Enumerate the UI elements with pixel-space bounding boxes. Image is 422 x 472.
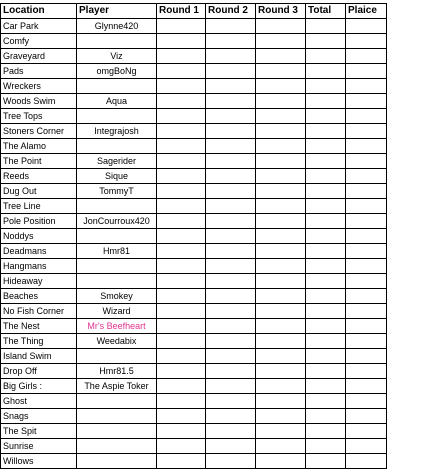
cell-plaice[interactable] [346, 379, 387, 394]
header-location: Location [1, 4, 77, 19]
cell-location[interactable]: Big Girls : [1, 379, 77, 394]
cell-plaice[interactable] [346, 124, 387, 139]
cell-total[interactable] [306, 94, 346, 109]
cell-round1[interactable] [157, 274, 206, 289]
cell-location[interactable]: Beaches [1, 289, 77, 304]
cell-round3[interactable] [256, 19, 306, 34]
cell-round1[interactable] [157, 394, 206, 409]
cell-player[interactable]: JonCourroux420 [77, 214, 157, 229]
cell-round2[interactable] [206, 319, 256, 334]
cell-round2[interactable] [206, 424, 256, 439]
cell-total[interactable] [306, 454, 346, 469]
cell-round1[interactable] [157, 109, 206, 124]
header-round-3: Round 3 [256, 4, 306, 19]
cell-location[interactable]: Dug Out [1, 184, 77, 199]
cell-round3[interactable] [256, 34, 306, 49]
cell-location[interactable]: Pole Position [1, 214, 77, 229]
cell-round3[interactable] [256, 79, 306, 94]
cell-player[interactable]: Mr's Beefheart [77, 319, 157, 334]
cell-player[interactable]: Sagerider [77, 154, 157, 169]
cell-round1[interactable] [157, 379, 206, 394]
cell-round1[interactable] [157, 169, 206, 184]
cell-plaice[interactable] [346, 184, 387, 199]
cell-player[interactable] [77, 79, 157, 94]
cell-round2[interactable] [206, 409, 256, 424]
cell-round3[interactable] [256, 169, 306, 184]
table-row [1, 79, 387, 94]
table-row [1, 169, 387, 184]
cell-round1[interactable] [157, 439, 206, 454]
cell-round3[interactable] [256, 139, 306, 154]
cell-location[interactable]: Tree Tops [1, 109, 77, 124]
cell-plaice[interactable] [346, 349, 387, 364]
cell-plaice[interactable] [346, 289, 387, 304]
cell-plaice[interactable] [346, 19, 387, 34]
cell-round3[interactable] [256, 244, 306, 259]
cell-player[interactable] [77, 199, 157, 214]
cell-total[interactable] [306, 34, 346, 49]
table-row [1, 454, 387, 469]
cell-round2[interactable] [206, 214, 256, 229]
cell-player[interactable]: Smokey [77, 289, 157, 304]
cell-total[interactable] [306, 19, 346, 34]
cell-total[interactable] [306, 319, 346, 334]
cell-round3[interactable] [256, 304, 306, 319]
cell-round1[interactable] [157, 49, 206, 64]
cell-player[interactable] [77, 34, 157, 49]
cell-location[interactable]: Noddys [1, 229, 77, 244]
cell-plaice[interactable] [346, 109, 387, 124]
cell-round3[interactable] [256, 364, 306, 379]
table-row [1, 184, 387, 199]
cell-round2[interactable] [206, 364, 256, 379]
cell-round2[interactable] [206, 304, 256, 319]
header-row [1, 4, 387, 19]
cell-plaice[interactable] [346, 439, 387, 454]
cell-plaice[interactable] [346, 169, 387, 184]
cell-plaice[interactable] [346, 424, 387, 439]
cell-player[interactable] [77, 109, 157, 124]
cell-round3[interactable] [256, 439, 306, 454]
cell-round2[interactable] [206, 274, 256, 289]
cell-plaice[interactable] [346, 319, 387, 334]
cell-round2[interactable] [206, 379, 256, 394]
cell-round2[interactable] [206, 49, 256, 64]
cell-round1[interactable] [157, 79, 206, 94]
cell-location[interactable]: Snags [1, 409, 77, 424]
cell-plaice[interactable] [346, 64, 387, 79]
cell-player[interactable] [77, 439, 157, 454]
cell-total[interactable] [306, 364, 346, 379]
cell-location[interactable]: Sunrise [1, 439, 77, 454]
cell-total[interactable] [306, 379, 346, 394]
cell-round3[interactable] [256, 424, 306, 439]
cell-plaice[interactable] [346, 94, 387, 109]
cell-plaice[interactable] [346, 409, 387, 424]
cell-round1[interactable] [157, 184, 206, 199]
cell-player[interactable]: Glynne420 [77, 19, 157, 34]
cell-location[interactable]: Woods Swim [1, 94, 77, 109]
cell-round2[interactable] [206, 109, 256, 124]
cell-location[interactable]: No Fish Corner [1, 304, 77, 319]
cell-player[interactable] [77, 229, 157, 244]
cell-round3[interactable] [256, 199, 306, 214]
cell-plaice[interactable] [346, 229, 387, 244]
table-row [1, 139, 387, 154]
cell-round3[interactable] [256, 454, 306, 469]
table-row [1, 214, 387, 229]
cell-round1[interactable] [157, 454, 206, 469]
cell-player[interactable] [77, 259, 157, 274]
cell-total[interactable] [306, 154, 346, 169]
table-row [1, 34, 387, 49]
cell-round2[interactable] [206, 139, 256, 154]
cell-round1[interactable] [157, 34, 206, 49]
cell-total[interactable] [306, 259, 346, 274]
cell-player[interactable]: Weedabix [77, 334, 157, 349]
cell-round2[interactable] [206, 184, 256, 199]
cell-total[interactable] [306, 109, 346, 124]
cell-total[interactable] [306, 439, 346, 454]
cell-player[interactable]: Viz [77, 49, 157, 64]
cell-plaice[interactable] [346, 304, 387, 319]
cell-round3[interactable] [256, 49, 306, 64]
cell-round1[interactable] [157, 64, 206, 79]
cell-round3[interactable] [256, 184, 306, 199]
cell-plaice[interactable] [346, 49, 387, 64]
cell-location[interactable]: Graveyard [1, 49, 77, 64]
cell-plaice[interactable] [346, 364, 387, 379]
cell-round1[interactable] [157, 94, 206, 109]
cell-player[interactable] [77, 274, 157, 289]
table-row [1, 304, 387, 319]
cell-player[interactable] [77, 394, 157, 409]
cell-plaice[interactable] [346, 244, 387, 259]
score-sheet [0, 3, 387, 469]
cell-player[interactable]: Aqua [77, 94, 157, 109]
cell-location[interactable]: Pads [1, 64, 77, 79]
cell-plaice[interactable] [346, 259, 387, 274]
cell-plaice[interactable] [346, 199, 387, 214]
cell-location[interactable]: The Spit [1, 424, 77, 439]
cell-total[interactable] [306, 199, 346, 214]
cell-total[interactable] [306, 334, 346, 349]
cell-round1[interactable] [157, 214, 206, 229]
header-total: Total [306, 4, 346, 19]
header-round-1: Round 1 [157, 4, 206, 19]
table-row [1, 19, 387, 34]
cell-location[interactable]: Stoners Corner [1, 124, 77, 139]
cell-player[interactable]: Hmr81 [77, 244, 157, 259]
cell-round2[interactable] [206, 199, 256, 214]
cell-plaice[interactable] [346, 34, 387, 49]
cell-player[interactable]: Sique [77, 169, 157, 184]
cell-location[interactable]: The Point [1, 154, 77, 169]
cell-total[interactable] [306, 124, 346, 139]
table-row [1, 424, 387, 439]
cell-total[interactable] [306, 214, 346, 229]
cell-round1[interactable] [157, 304, 206, 319]
cell-round3[interactable] [256, 229, 306, 244]
cell-location[interactable]: Comfy [1, 34, 77, 49]
cell-round3[interactable] [256, 394, 306, 409]
cell-total[interactable] [306, 229, 346, 244]
cell-player[interactable]: The Aspie Toker [77, 379, 157, 394]
cell-round2[interactable] [206, 19, 256, 34]
cell-round2[interactable] [206, 34, 256, 49]
cell-round1[interactable] [157, 139, 206, 154]
cell-plaice[interactable] [346, 454, 387, 469]
table-row [1, 64, 387, 79]
cell-location[interactable]: The Thing [1, 334, 77, 349]
table-row [1, 379, 387, 394]
cell-round3[interactable] [256, 289, 306, 304]
cell-round1[interactable] [157, 124, 206, 139]
table-row [1, 439, 387, 454]
cell-round2[interactable] [206, 169, 256, 184]
cell-location[interactable]: Hideaway [1, 274, 77, 289]
cell-round1[interactable] [157, 154, 206, 169]
cell-round2[interactable] [206, 124, 256, 139]
cell-total[interactable] [306, 64, 346, 79]
table-row [1, 229, 387, 244]
cell-round1[interactable] [157, 289, 206, 304]
cell-location[interactable]: Car Park [1, 19, 77, 34]
cell-location[interactable]: Wreckers [1, 79, 77, 94]
cell-round3[interactable] [256, 409, 306, 424]
cell-player[interactable] [77, 139, 157, 154]
cell-round3[interactable] [256, 319, 306, 334]
table-row [1, 319, 387, 334]
header-round-2: Round 2 [206, 4, 256, 19]
table-row [1, 94, 387, 109]
cell-plaice[interactable] [346, 79, 387, 94]
cell-round2[interactable] [206, 79, 256, 94]
cell-round3[interactable] [256, 64, 306, 79]
cell-total[interactable] [306, 394, 346, 409]
cell-round3[interactable] [256, 259, 306, 274]
cell-round3[interactable] [256, 109, 306, 124]
cell-round2[interactable] [206, 289, 256, 304]
table-row [1, 109, 387, 124]
cell-location[interactable]: The Nest [1, 319, 77, 334]
cell-round2[interactable] [206, 244, 256, 259]
cell-total[interactable] [306, 349, 346, 364]
cell-round2[interactable] [206, 394, 256, 409]
table-row [1, 259, 387, 274]
table-row [1, 364, 387, 379]
cell-round2[interactable] [206, 454, 256, 469]
cell-player[interactable]: TommyT [77, 184, 157, 199]
cell-round3[interactable] [256, 274, 306, 289]
table-row [1, 289, 387, 304]
table-row [1, 334, 387, 349]
cell-plaice[interactable] [346, 334, 387, 349]
cell-round1[interactable] [157, 244, 206, 259]
cell-total[interactable] [306, 79, 346, 94]
cell-round2[interactable] [206, 64, 256, 79]
cell-round1[interactable] [157, 19, 206, 34]
header-plaice: Plaice [346, 4, 387, 19]
cell-round1[interactable] [157, 349, 206, 364]
cell-total[interactable] [306, 49, 346, 64]
cell-round1[interactable] [157, 259, 206, 274]
cell-location[interactable]: Willows [1, 454, 77, 469]
table-body [1, 19, 387, 469]
cell-round2[interactable] [206, 229, 256, 244]
cell-round1[interactable] [157, 364, 206, 379]
cell-round3[interactable] [256, 94, 306, 109]
cell-round1[interactable] [157, 409, 206, 424]
cell-round3[interactable] [256, 379, 306, 394]
table-row [1, 349, 387, 364]
cell-round2[interactable] [206, 349, 256, 364]
cell-player[interactable] [77, 349, 157, 364]
cell-total[interactable] [306, 244, 346, 259]
table-row [1, 124, 387, 139]
cell-round3[interactable] [256, 124, 306, 139]
cell-location[interactable]: Island Swim [1, 349, 77, 364]
cell-location[interactable]: Ghost [1, 394, 77, 409]
cell-location[interactable]: Tree Line [1, 199, 77, 214]
table-row [1, 394, 387, 409]
table-row [1, 244, 387, 259]
cell-location[interactable]: Drop Off [1, 364, 77, 379]
cell-total[interactable] [306, 169, 346, 184]
table-row [1, 154, 387, 169]
cell-location[interactable]: Reeds [1, 169, 77, 184]
header-player: Player [77, 4, 157, 19]
cell-player[interactable] [77, 454, 157, 469]
cell-player[interactable]: Integrajosh [77, 124, 157, 139]
cell-round2[interactable] [206, 154, 256, 169]
cell-round2[interactable] [206, 439, 256, 454]
cell-total[interactable] [306, 184, 346, 199]
cell-plaice[interactable] [346, 139, 387, 154]
cell-plaice[interactable] [346, 274, 387, 289]
cell-total[interactable] [306, 304, 346, 319]
cell-total[interactable] [306, 139, 346, 154]
cell-total[interactable] [306, 409, 346, 424]
cell-total[interactable] [306, 424, 346, 439]
cell-player[interactable]: Hmr81.5 [77, 364, 157, 379]
table-row [1, 199, 387, 214]
cell-player[interactable]: Wizard [77, 304, 157, 319]
cell-round2[interactable] [206, 94, 256, 109]
cell-round3[interactable] [256, 154, 306, 169]
cell-round1[interactable] [157, 334, 206, 349]
table-row [1, 409, 387, 424]
cell-round1[interactable] [157, 424, 206, 439]
cell-round3[interactable] [256, 349, 306, 364]
cell-plaice[interactable] [346, 154, 387, 169]
cell-round3[interactable] [256, 334, 306, 349]
cell-round1[interactable] [157, 199, 206, 214]
cell-player[interactable] [77, 424, 157, 439]
cell-player[interactable] [77, 409, 157, 424]
cell-round1[interactable] [157, 229, 206, 244]
table-row [1, 274, 387, 289]
cell-location[interactable]: Deadmans [1, 244, 77, 259]
cell-round2[interactable] [206, 334, 256, 349]
cell-total[interactable] [306, 289, 346, 304]
cell-plaice[interactable] [346, 214, 387, 229]
cell-player[interactable]: omgBoNg [77, 64, 157, 79]
cell-location[interactable]: The Alamo [1, 139, 77, 154]
cell-total[interactable] [306, 274, 346, 289]
cell-round3[interactable] [256, 214, 306, 229]
cell-plaice[interactable] [346, 394, 387, 409]
table-row [1, 49, 387, 64]
cell-round2[interactable] [206, 259, 256, 274]
cell-location[interactable]: Hangmans [1, 259, 77, 274]
cell-round1[interactable] [157, 319, 206, 334]
